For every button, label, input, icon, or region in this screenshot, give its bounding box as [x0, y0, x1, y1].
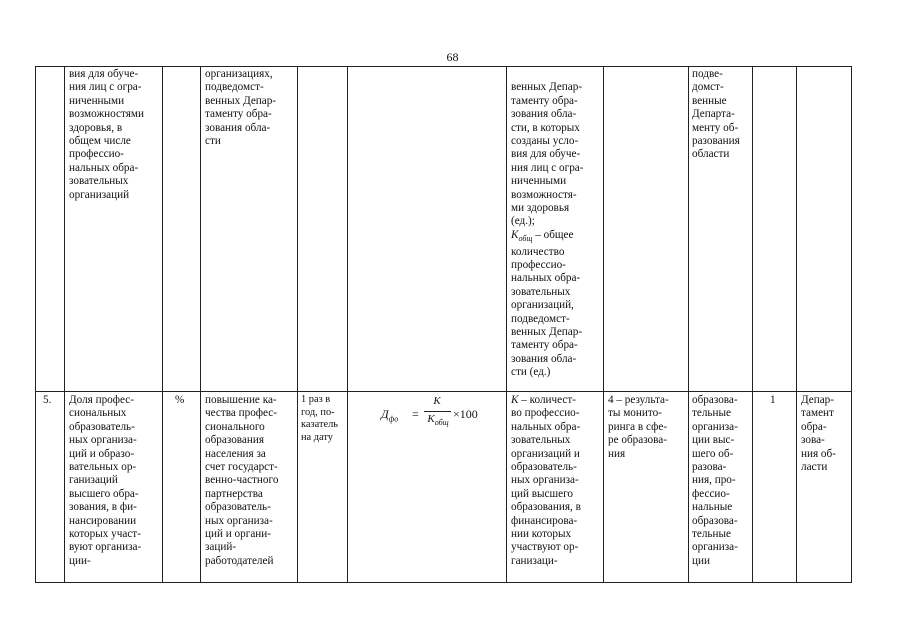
cell-indicator-name: Доля профес- сиональных образователь- ных организа- ций и образо- вательных ор- ганизаций высшего обра- зования, в фи- нансировании которых участ- вуют организа- ции- [69, 394, 142, 567]
col-divider [162, 66, 163, 583]
col-divider [796, 66, 797, 583]
formula-fraction-bar [424, 411, 451, 412]
k-symbol: K [511, 394, 519, 406]
cell-goal-cont: организациях, подведомст- венных Депар- таменту обра- зования обла- сти [205, 68, 277, 148]
variables-text: венных Депар- таменту обра- зования обла- сти, в которых созданы усло- вия для обуче- ния лиц с огра- ниченными возможностя- ми здоровья (ед.); [511, 81, 584, 228]
cell-responsible: Депар- тамент обра- зова- ния об- ласти [801, 394, 836, 474]
cell-indicator-name-cont: вия для обуче- ния лиц с огра- ниченными возможностями здоровья, в общем числе профессио- нальных обра- зовательных организаций [69, 68, 144, 201]
cell-row-number: 5. [43, 394, 52, 406]
cell-coverage: 1 [770, 394, 776, 406]
col-divider [297, 66, 298, 583]
cell-kobsch-definition [511, 229, 603, 380]
col-divider [64, 66, 65, 583]
col-divider [506, 66, 507, 583]
formula-multiplier: ×100 [453, 407, 478, 421]
col-divider [688, 66, 689, 583]
cell-variables [511, 394, 603, 568]
cell-source: 4 – результа- ты монито- ринга в сфе- ре образова- ния [608, 394, 669, 460]
formula-lhs: $Д_{фо}$ [381, 407, 399, 424]
col-divider [603, 66, 604, 583]
col-divider [752, 66, 753, 583]
formula-denominator: $K_{общ}$ [427, 413, 449, 428]
k-text: – количест- во профессио- нальных обра- зовательных организаций и образователь- ных организа- ций высшего образования, в финансирова- нии которых участвуют ор- ганизаци- [511, 394, 581, 567]
page-number: 68 [446, 50, 459, 64]
indicator-table [35, 66, 852, 583]
formula-equals: = [412, 407, 419, 421]
cell-object-cont: подве- домст- венные Департа- менту об- разования области [692, 68, 740, 161]
cell-goal: повышение ка- чества профес- сионального образования населения за счет государст- венно-частного партнерства образователь- ных организа- ций и органи- заций- работодателей [205, 394, 279, 567]
formula [347, 392, 506, 452]
col-divider [200, 66, 201, 583]
cell-unit: % [175, 394, 185, 406]
cell-variables-cont [511, 68, 603, 229]
kobsch-text: – общее количество профессио- нальных обра- зовательных организаций, подведомст- венных Депар- таменту обра- зования обла- сти (ед.) [511, 229, 583, 379]
col-divider [347, 66, 348, 583]
formula-numerator: K [433, 395, 441, 407]
kobsch-symbol: K [511, 229, 519, 241]
kobsch-sub: общ [518, 234, 533, 244]
cell-object: образова- тельные организа- ции выс- шего об- разова- ния, про- фессио- нальные образова- тельные организа- ции [692, 394, 738, 567]
cell-periodicity: 1 раз в год, по- казатель на дату [301, 394, 339, 443]
